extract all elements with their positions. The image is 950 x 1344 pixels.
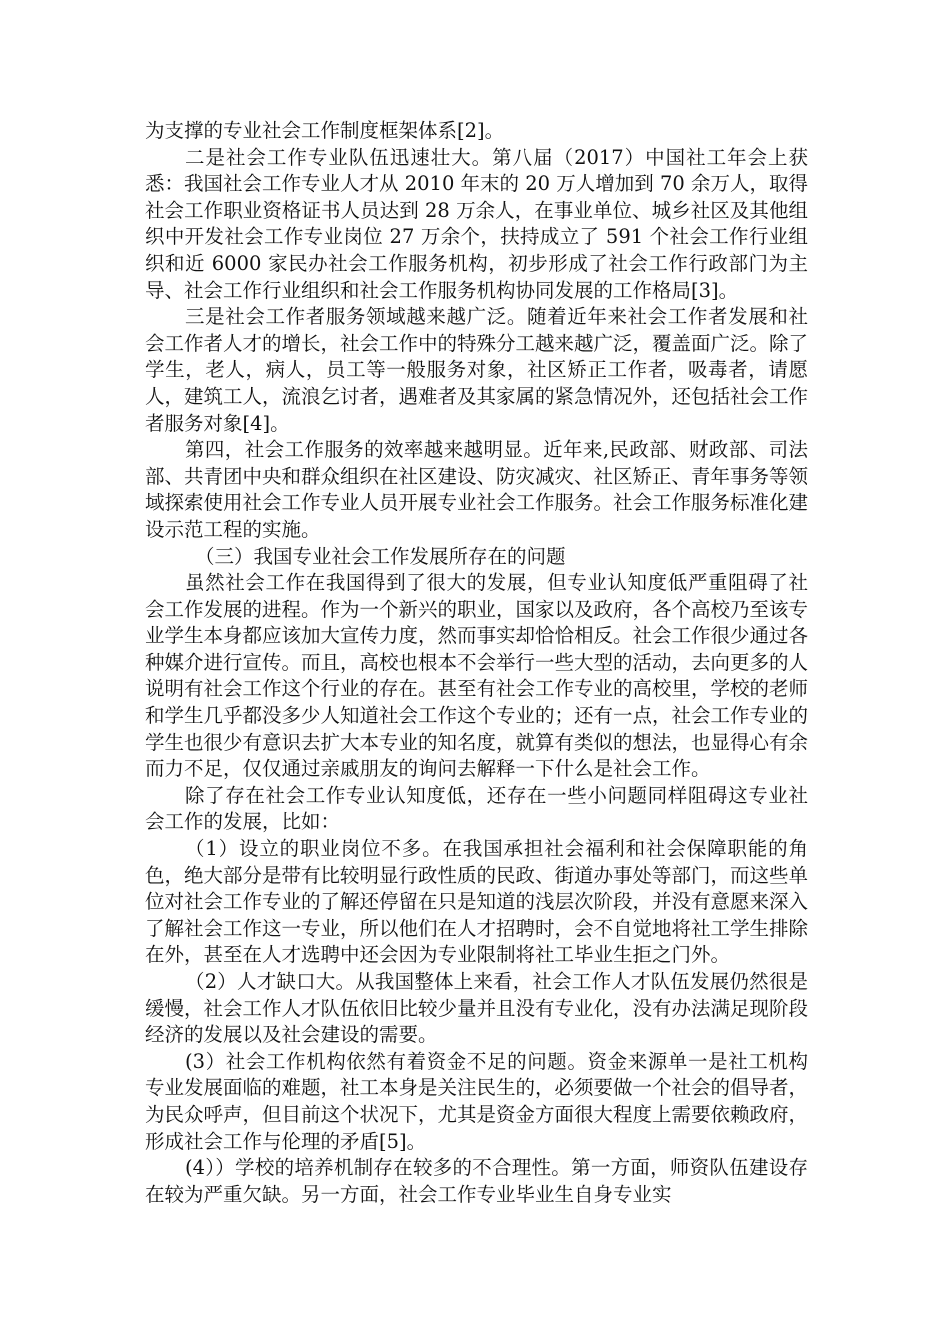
paragraph-service-efficiency: 第四，社会工作服务的效率越来越明显。近年来,民政部、财政部、司法部、共青团中央和群众组织在社区建设、防灾减灾、社区矫正、青年事务等领域探索使用社会工作专业人员开展专业社会工作服务。社会工作服务标准化建设示范工程的实施。: [145, 438, 809, 541]
section-heading: （三）我国专业社会工作发展所存在的问题: [195, 544, 566, 568]
paragraph-workforce-growth: 二是社会工作专业队伍迅速壮大。第八届（2017）中国社工年会上获悉：我国社会工作专业人才从 2010 年末的 20 万人增加到 70 余万人，取得社会工作职业资格证书人员达到 28 万余人，在事业单位、城乡社区及其他组织中开发社会工作专业岗位 27 万余个，扶持成立了 591 个社会工作行业组织和近 6000 家民办社会工作服务机构，初步形成了社会工作行政部门为主导、社会工作行业组织和社会工作服务机构协同发展的工作格局[3]。: [145, 145, 808, 302]
paragraph-other-problems: 除了存在社会工作专业认知度低，还存在一些小问题同样阻碍这专业社会工作的发展，比如：: [145, 783, 808, 834]
list-item-2: （2）人才缺口大。从我国整体上来看，社会工作人才队伍发展仍然很是缓慢，社会工作人才队伍依旧比较少量并且没有专业化，没有办法满足现阶段经济的发展以及社会建设的需要。: [145, 970, 809, 1047]
paragraph-continuation: 为支撑的专业社会工作制度框架体系[2]。: [145, 119, 505, 142]
body-text: [145, 118, 808, 1208]
list-item-3: (3）社会工作机构依然有着资金不足的问题。资金来源单一是社工机构专业发展面临的难题，社工本身是关注民生的，必须要做一个社会的倡导者，为民众呼声，但目前这个状况下，尤其是资金方面很大程度上需要依赖政府，形成社会工作与伦理的矛盾[5]。: [145, 1049, 809, 1153]
paragraph-service-fields: 三是社会工作者服务领域越来越广泛。随着近年来社会工作者发展和社会工作者人才的增长，社会工作中的特殊分工越来越广泛，覆盖面广泛。除了学生，老人，病人，员工等一般服务对象，社区矫正工作者，吸毒者，请愿人，建筑工人，流浪乞讨者，遇难者及其家属的紧急情况外，还包括社会工作者服务对象[4]。: [145, 305, 809, 435]
paragraph-low-awareness: 虽然社会工作在我国得到了很大的发展，但专业认知度低严重阻碍了社会工作发展的进程。作为一个新兴的职业，国家以及政府，各个高校乃至该专业学生本身都应该加大宣传力度，然而事实却恰恰相反。社会工作很少通过各种媒介进行宣传。而且，高校也根本不会举行一些大型的活动，去向更多的人说明有社会工作这个行业的存在。甚至有社会工作专业的高校里，学校的老师和学生几乎都没多少人知道社会工作这个专业的；还有一点，社会工作专业的学生也很少有意识去扩大本专业的知名度，就算有类似的想法，也显得心有余而力不足，仅仅通过亲戚朋友的询问去解释一下什么是社会工作。: [145, 571, 809, 781]
list-item-1: （1）设立的职业岗位不多。在我国承担社会福利和社会保障职能的角色，绝大部分是带有比较明显行政性质的民政、街道办事处等部门，而这些单位对社会工作专业的了解还停留在只是知道的浅层次阶段，并没有意愿来深入了解社会工作这一专业，所以他们在人才招聘时，会不自觉地将社工学生排除在外，甚至在人才选聘中还会因为专业限制将社工毕业生拒之门外。: [145, 837, 809, 967]
list-item-4: (4））学校的培养机制存在较多的不合理性。第一方面，师资队伍建设存在较为严重欠缺。另一方面，社会工作专业毕业生自身专业实: [145, 1156, 808, 1206]
